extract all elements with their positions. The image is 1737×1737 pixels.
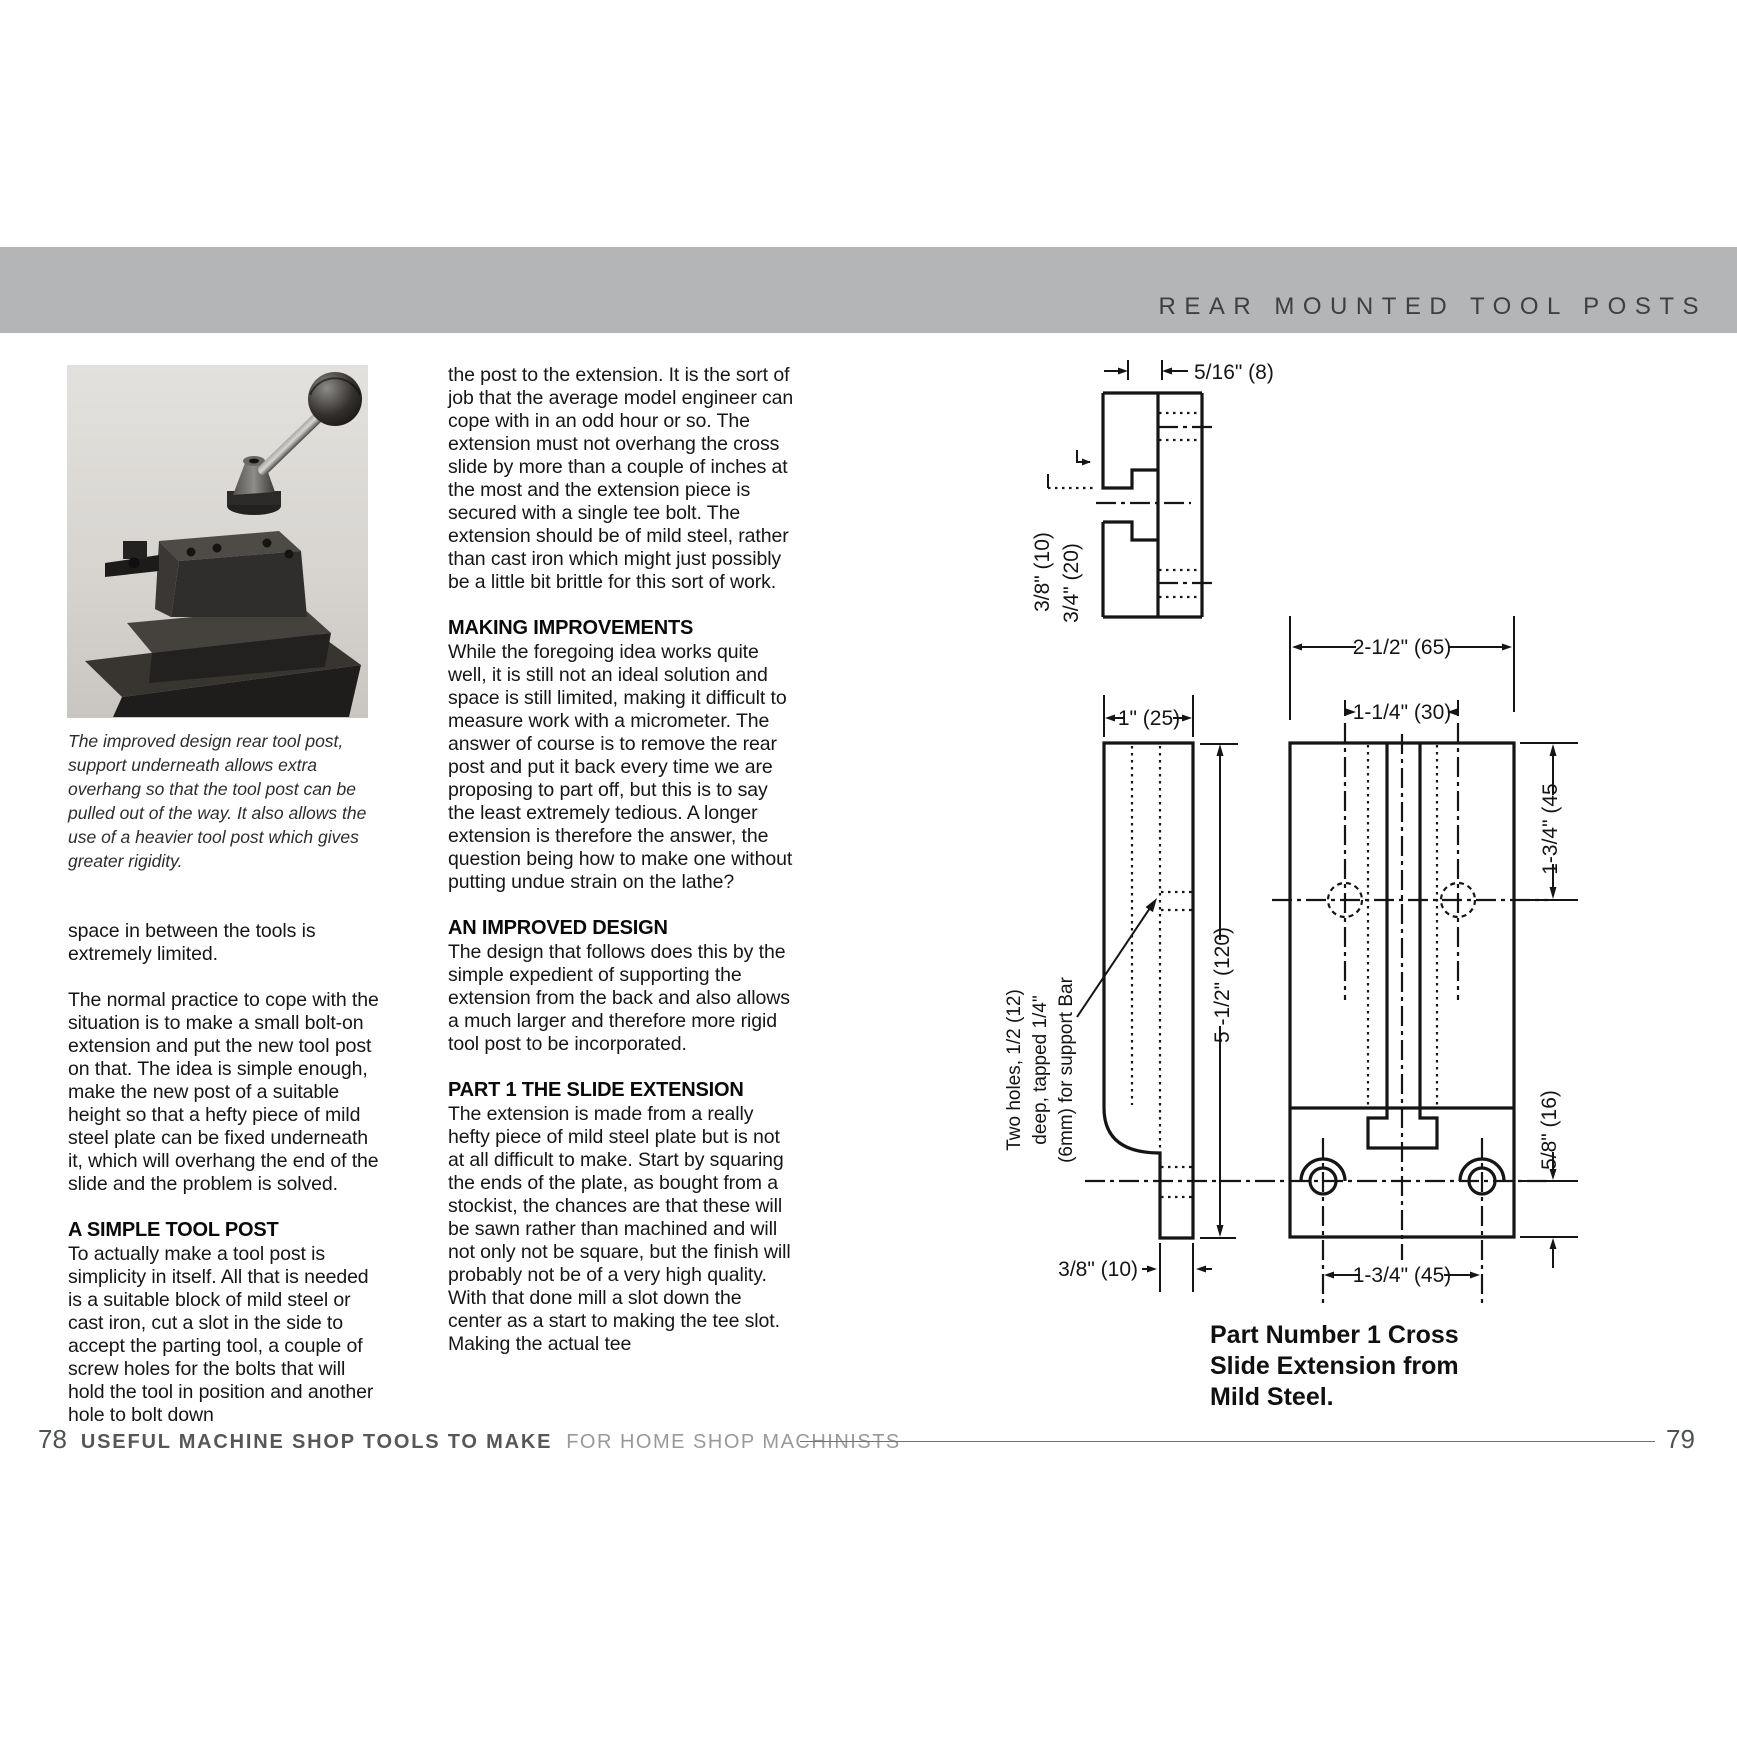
drawing-caption-line: Part Number 1 Cross: [1210, 1321, 1459, 1349]
paragraph: The normal practice to cope with the situation is to make a small bolt-on extension and put the new tool post on that. The idea is simple enough, make the new post of a suitable height so that a hefty piece of mild steel plate can be fixed underneath it, which will overhang the end of the slide and the problem is solved.: [68, 989, 379, 1195]
note-line-3: (6mm) for support Bar: [1056, 977, 1077, 1163]
heading-making-improvements: MAKING IMPROVEMENTS: [448, 617, 694, 639]
tool-post-photo: [67, 365, 368, 718]
page-number-right: 79: [1666, 1424, 1695, 1454]
paragraph: The design that follows does this by the simple expedient of supporting the extension from the back and also allows a much larger and therefore more rigid tool post to be incorporated.: [448, 941, 790, 1055]
drawing-caption-line: Slide Extension from: [1210, 1352, 1459, 1380]
book-subtitle: FOR HOME SHOP MACHINISTS: [566, 1431, 901, 1453]
middle-column: [448, 364, 796, 1379]
section-band: [0, 247, 1737, 333]
note-line-1: Two holes, 1/2 (12): [1004, 989, 1025, 1151]
drawing-caption: [1210, 1320, 1459, 1413]
footer-left: [38, 1424, 901, 1455]
book-title: USEFUL MACHINE SHOP TOOLS TO MAKE: [80, 1431, 553, 1453]
page-number-left: 78: [38, 1424, 67, 1454]
dim-1quarter-30-label: 1-1/4" (30): [1352, 701, 1452, 724]
paragraph: While the foregoing idea works quite well, it is still not an ideal solution and space is still limited, making it difficult to measure work with a micrometer. The answer of course is to remove the rear post and put it back every time we are proposing to part off, but this is to say the least extremely tedious. A longer extension is therefore the answer, the question being how to make one without putting undue strain on the lathe?: [448, 641, 793, 893]
photo-caption: The improved design rear tool post, support underneath allows extra overhang so that the tool post can be pulled out of the way. It also allows the use of a heavier tool post which gives greater rigidity.: [68, 731, 367, 871]
paragraph: space in between the tools is extremely limited.: [68, 920, 316, 965]
heading-part-1-slide-extension: PART 1 THE SLIDE EXTENSION: [448, 1079, 744, 1101]
dim-1-3-4-45-side-label: 1-3/4" (45: [1539, 783, 1562, 875]
left-column: [68, 920, 386, 1450]
dim-1-25-label: 1" (25): [1117, 707, 1181, 730]
tool-post-photo-art: [67, 365, 368, 718]
footer-rule: [800, 1441, 1655, 1442]
heading-a-simple-tool-post: A SIMPLE TOOL POST: [68, 1219, 279, 1241]
section-title: REAR MOUNTED TOOL POSTS: [1158, 293, 1707, 320]
dim-2half-65-label: 2-1/2" (65): [1352, 636, 1452, 659]
dim-5half-120-label: 5 -1/2" (120): [1211, 926, 1234, 1044]
paragraph: To actually make a tool post is simplicity in itself. All that is needed is a suitable block of mild steel or cast iron, cut a slot in the side to accept the parting tool, a couple of screw holes for the bolts that will hold the tool in position and another hole to bolt down: [68, 1243, 374, 1426]
cross-slide-extension-drawing: [900, 340, 1600, 1360]
drawing-caption-line: Mild Steel.: [1210, 1383, 1334, 1411]
dim-3-8-bottom-label: 3/8" (10): [1058, 1258, 1138, 1281]
dim-3-4-label: 3/4" (20): [1060, 543, 1083, 623]
heading-an-improved-design: AN IMPROVED DESIGN: [448, 917, 668, 939]
paragraph: the post to the extension. It is the sort of job that the average model engineer can cope with in an odd hour or so. The extension must not overhang the cross slide by more than a couple of inches at the most and the extension piece is secured with a single tee bolt. The extension should be of mild steel, rather than cast iron which might just possibly be a little bit brittle for this sort of work.: [448, 364, 794, 593]
dim-5-8-16-label: 5/8" (16): [1538, 1090, 1561, 1170]
dim-1-3-4-45-bottom-label: 1-3/4" (45): [1352, 1264, 1452, 1287]
technical-drawing: [900, 340, 1600, 1360]
note-line-2: deep, tapped 1/4": [1030, 995, 1051, 1145]
paragraph: The extension is made from a really hefty piece of mild steel plate but is not at all difficult to make. Start by squaring the ends of the plate, as bought from a stockist, the chances are that these will be sawn rather than machined and will not only not be square, but the finish will probably not be of a very high quality. With that done mill a slot down the center as a start to making the tee slot. Making the actual tee: [448, 1103, 791, 1355]
dim-3-8-top-label: 3/8" (10): [1031, 532, 1054, 612]
dim-5-16-label: 5/16" (8): [1194, 361, 1274, 384]
